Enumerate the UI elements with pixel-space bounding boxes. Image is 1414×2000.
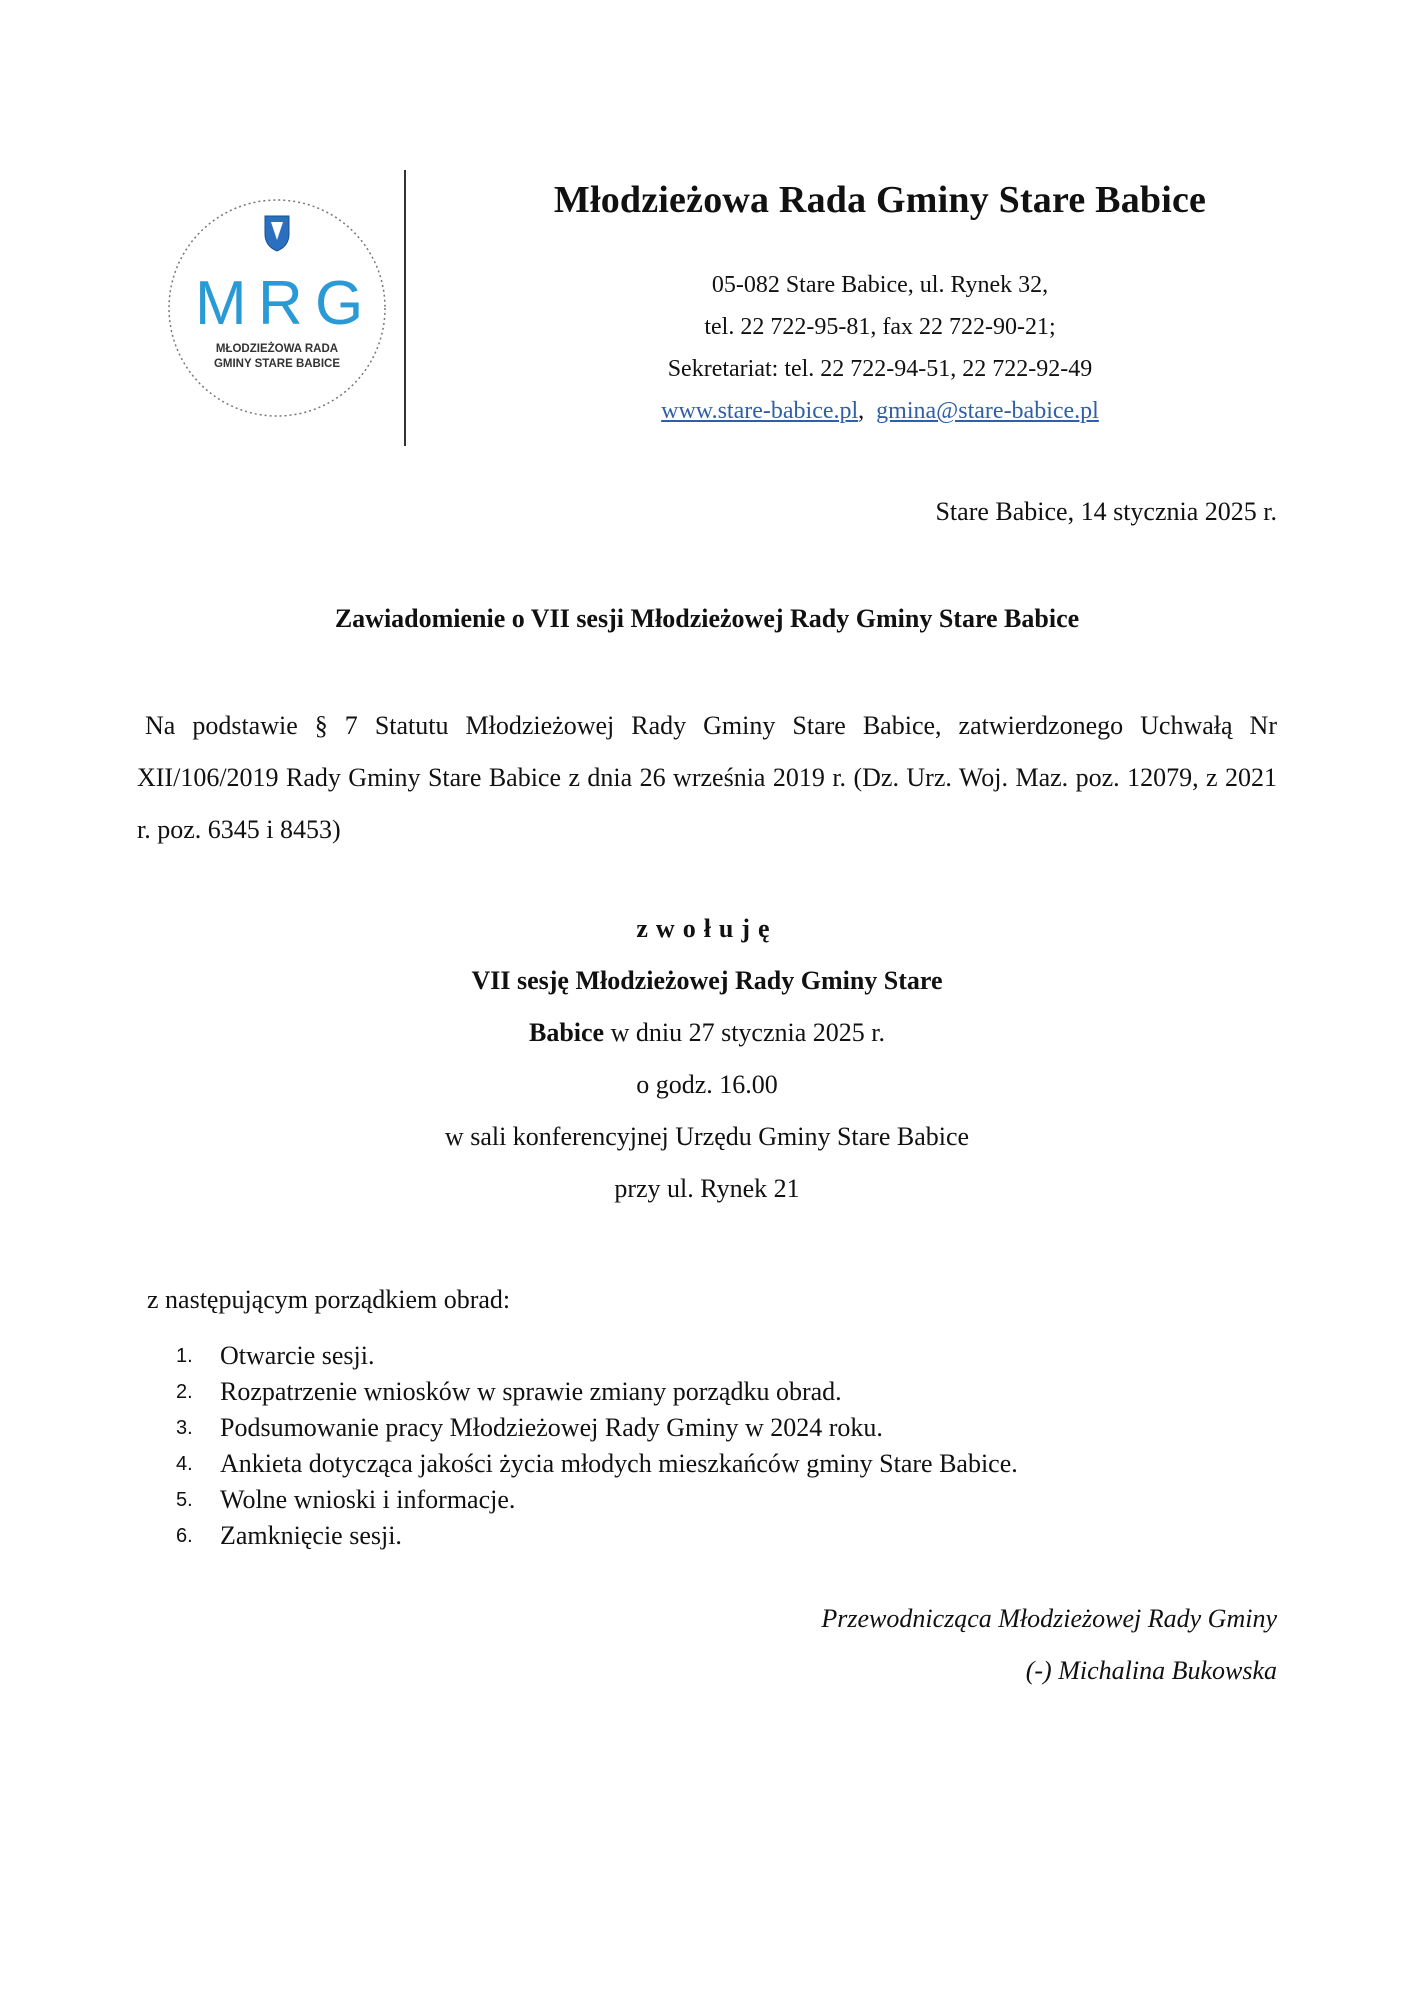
- agenda-item: [176, 1482, 1018, 1518]
- session-street: przy ul. Rynek 21: [614, 1174, 800, 1203]
- agenda-item: [176, 1446, 1018, 1482]
- agenda-item: [176, 1338, 1018, 1374]
- session-name: VII sesję Młodzieżowej Rady Gminy Stare: [471, 966, 943, 995]
- agenda-item-number: 1.: [176, 1345, 193, 1367]
- phone-fax: tel. 22 722-95-81, fax 22 722-90-21;: [704, 314, 1056, 340]
- agenda-item-text: Ankieta dotycząca jakości życia młodych mieszkańców gminy Stare Babice.: [220, 1449, 1018, 1478]
- logo-letter-g: G: [315, 269, 364, 338]
- agenda-item-number: 3.: [176, 1417, 193, 1439]
- link-separator: ,: [858, 398, 877, 424]
- signature-role: Przewodnicząca Młodzieżowej Rady Gminy: [821, 1604, 1277, 1633]
- session-date: w dniu 27 stycznia 2025 r.: [604, 1018, 886, 1047]
- agenda-item: [176, 1374, 1018, 1410]
- document-title: Zawiadomienie o VII sesji Młodzieżowej Rady Gminy Stare Babice: [334, 604, 1080, 633]
- contact-links: [430, 390, 1330, 432]
- contact-block: [430, 264, 1330, 432]
- logo-caption-line2: GMINY STARE BABICE: [213, 358, 341, 370]
- agenda-item-number: 6.: [176, 1525, 193, 1547]
- mrg-logo: [165, 196, 389, 420]
- agenda-item-text: Wolne wnioski i informacje.: [220, 1485, 516, 1514]
- logo-letter-m: M: [195, 269, 247, 338]
- agenda-item: [176, 1410, 1018, 1446]
- agenda-item-number: 2.: [176, 1381, 193, 1403]
- logo-letter-r: R: [258, 269, 303, 338]
- header-divider: [404, 170, 406, 446]
- organization-title: Młodzieżowa Rada Gminy Stare Babice: [553, 179, 1207, 221]
- agenda-item: [176, 1518, 1018, 1554]
- agenda-item-text: Podsumowanie pracy Młodzieżowej Rady Gminy w 2024 roku.: [220, 1413, 883, 1442]
- session-time: o godz. 16.00: [636, 1070, 778, 1099]
- logo-caption-line1: MŁODZIEŻOWA RADA: [215, 343, 339, 355]
- coat-of-arms-icon: [265, 216, 289, 251]
- signature-name: (-) Michalina Bukowska: [1025, 1656, 1277, 1685]
- session-name-continued: Babice: [528, 1018, 605, 1047]
- session-date-line: [0, 1018, 1414, 1048]
- agenda-item-number: 5.: [176, 1489, 193, 1511]
- agenda-item-text: Zamknięcie sesji.: [220, 1521, 402, 1550]
- address: 05-082 Stare Babice, ul. Rynek 32,: [711, 272, 1049, 298]
- convene-verb: zwołuję: [636, 914, 778, 943]
- agenda-intro: z następującym porządkiem obrad:: [147, 1285, 511, 1314]
- website-link[interactable]: www.stare-babice.pl: [661, 398, 859, 424]
- agenda-list: [176, 1338, 1018, 1554]
- agenda-item-text: Rozpatrzenie wniosków w sprawie zmiany porządku obrad.: [220, 1377, 842, 1406]
- secretariat-phone: Sekretariat: tel. 22 722-94-51, 22 722-92-49: [667, 356, 1093, 382]
- agenda-item-text: Otwarcie sesji.: [220, 1341, 375, 1370]
- legal-basis-paragraph: Na podstawie § 7 Statutu Młodzieżowej Rady Gminy Stare Babice, zatwierdzonego Uchwałą Nr XII/106/2019 Rady Gminy Stare Babice z dnia 26 września 2019 r. (Dz. Urz. Woj. Maz. poz. 12079, z 2021 r. poz. 6345 i 8453): [137, 711, 1277, 844]
- document-date: Stare Babice, 14 stycznia 2025 r.: [935, 497, 1277, 526]
- session-place: w sali konferencyjnej Urzędu Gminy Stare Babice: [444, 1122, 970, 1151]
- email-link[interactable]: gmina@stare-babice.pl: [876, 398, 1099, 424]
- agenda-item-number: 4.: [176, 1453, 193, 1475]
